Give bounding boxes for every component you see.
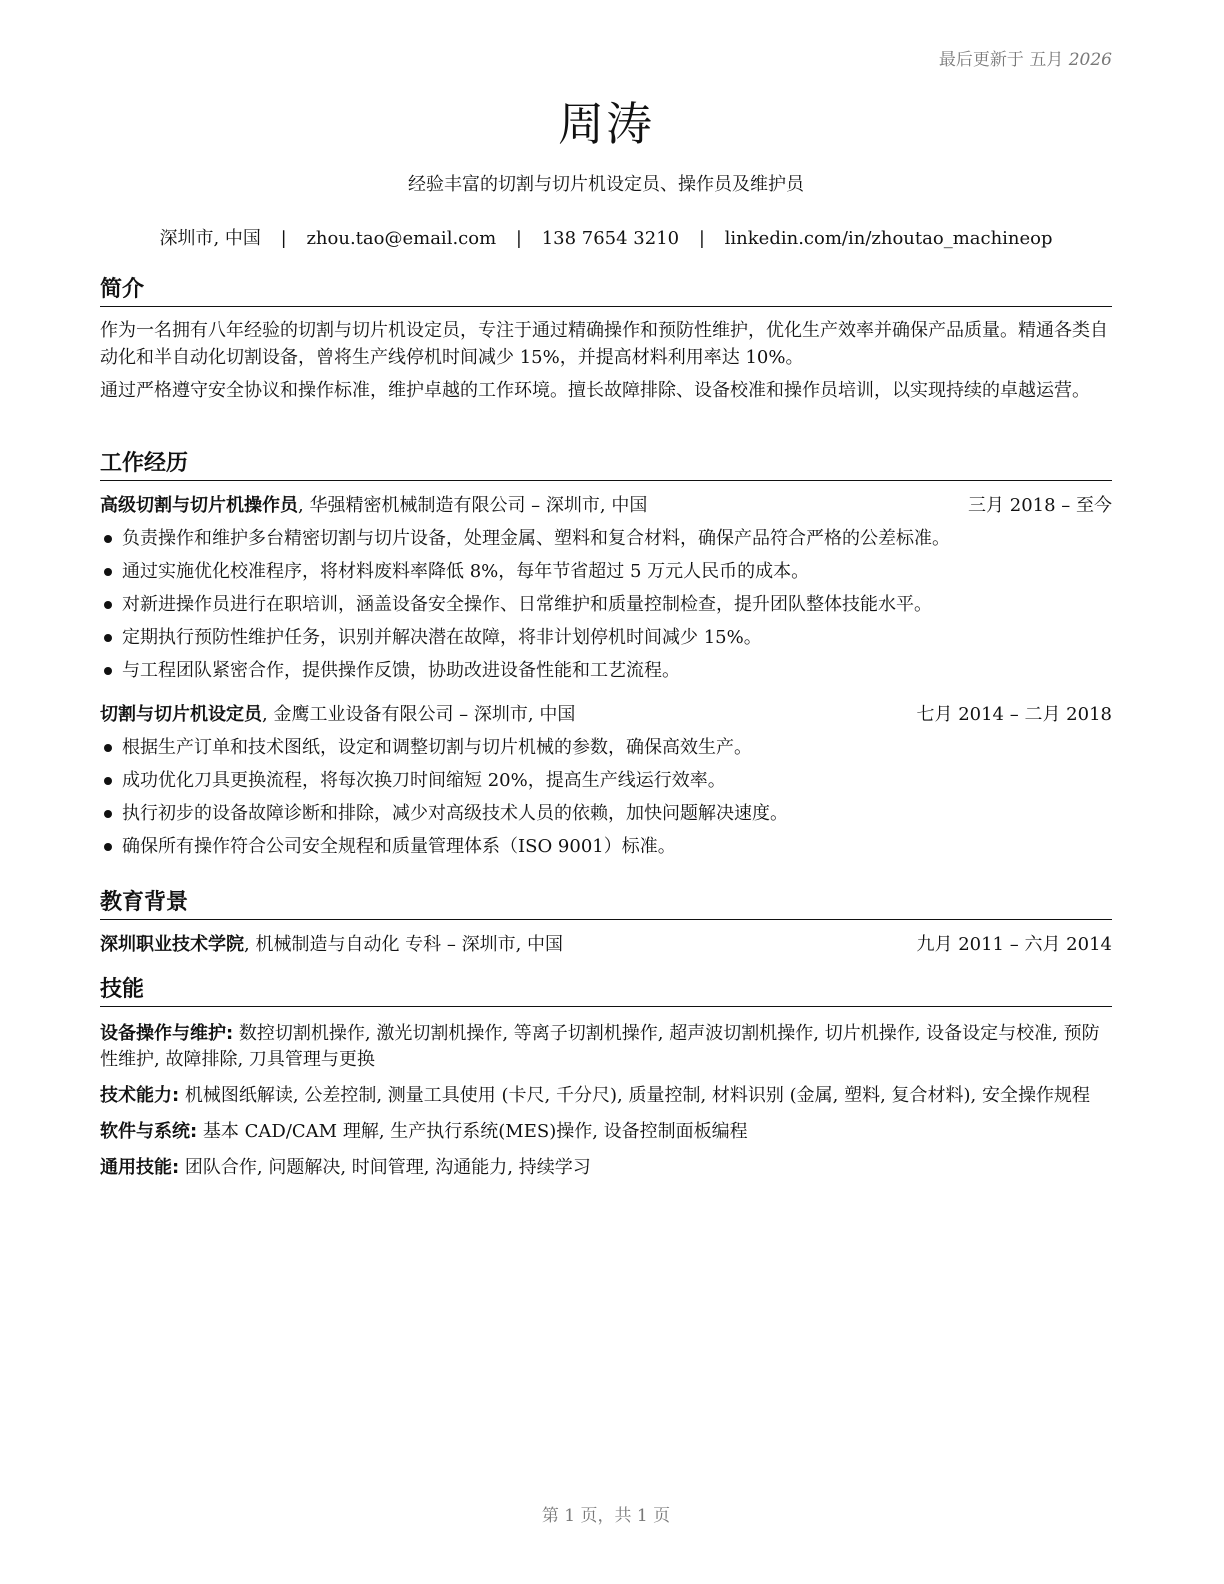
contact-separator: | [280, 228, 287, 249]
bullet-item: 与工程团队紧密合作，提供操作反馈，协助改进设备性能和工艺流程。 [100, 657, 1112, 684]
contact-line [100, 224, 1112, 250]
bullet-item: 成功优化刀具更换流程，将每次换刀时间缩短 20%，提高生产线运行效率。 [100, 767, 1112, 794]
skills-section [100, 976, 1112, 1181]
education-detail: , 机械制造与自动化 专科 – 深圳市, 中国 [244, 934, 564, 955]
skill-text: 基本 CAD/CAM 理解, 生产执行系统(MES)操作, 设备控制面板编程 [197, 1121, 748, 1142]
skill-group [100, 1119, 1112, 1145]
job-bullets [100, 525, 1112, 684]
skill-label: 技术能力: [100, 1085, 180, 1106]
education-title: 教育背景 [100, 889, 1112, 920]
job-role: 切割与切片机设定员 [100, 704, 262, 725]
skill-group [100, 1083, 1112, 1109]
skill-text: 数控切割机操作, 激光切割机操作, 等离子切割机操作, 超声波切割机操作, 切片机操作, 设备设定与校准, 预防性维护, 故障排除, 刀具管理与更换 [100, 1023, 1100, 1070]
job-header [100, 702, 1112, 728]
job-title-line [100, 702, 575, 728]
contact-linkedin[interactable]: linkedin.com/in/zhoutao_machineop [724, 228, 1053, 249]
bullet-item: 对新进操作员进行在职培训，涵盖设备安全操作、日常维护和质量控制检查，提升团队整体技能水平。 [100, 591, 1112, 618]
candidate-name: 周涛 [558, 97, 654, 151]
job-entry [100, 702, 1112, 860]
experience-title: 工作经历 [100, 450, 1112, 481]
education-title-line [100, 932, 563, 958]
skill-text: 机械图纸解读, 公差控制, 测量工具使用 (卡尺, 千分尺), 质量控制, 材料识别 (金属, 塑料, 复合材料), 安全操作规程 [179, 1085, 1091, 1106]
bullet-item: 通过实施优化校准程序，将材料废料率降低 8%，每年节省超过 5 万元人民币的成本。 [100, 558, 1112, 585]
updated-prefix: 最后更新于 [938, 50, 1024, 70]
page-number: 第 1 页，共 1 页 [541, 1506, 671, 1526]
summary-section [100, 276, 1112, 404]
resume-page [100, 0, 1112, 1584]
contact-separator: | [515, 228, 522, 249]
skills-title: 技能 [100, 976, 1112, 1007]
contact-separator: | [698, 228, 705, 249]
bullet-item: 执行初步的设备故障诊断和排除，减少对高级技术人员的依赖，加快问题解决速度。 [100, 800, 1112, 827]
skill-group [100, 1155, 1112, 1181]
education-school: 深圳职业技术学院 [100, 934, 244, 955]
summary-title: 简介 [100, 276, 1112, 307]
summary-paragraph: 作为一名拥有八年经验的切割与切片机设定员，专注于通过精确操作和预防性维护，优化生产效率并确保产品质量。精通各类自动化和半自动化切割设备，曾将生产线停机时间减少 15%，并提高材料利用率达 10%。 [100, 320, 1108, 368]
job-entry [100, 493, 1112, 684]
job-title-line [100, 493, 647, 519]
updated-year: 2026 [1068, 50, 1112, 70]
skill-text: 团队合作, 问题解决, 时间管理, 沟通能力, 持续学习 [179, 1157, 591, 1178]
skill-label: 软件与系统: [100, 1121, 198, 1142]
skill-label: 通用技能: [100, 1157, 180, 1178]
education-section [100, 889, 1112, 958]
bullet-item: 确保所有操作符合公司安全规程和质量管理体系（ISO 9001）标准。 [100, 833, 1112, 860]
job-role: 高级切割与切片机操作员 [100, 495, 298, 516]
bullet-item: 根据生产订单和技术图纸，设定和调整切割与切片机械的参数，确保高效生产。 [100, 734, 1112, 761]
job-company: , 华强精密机械制造有限公司 – 深圳市, 中国 [298, 495, 648, 516]
education-entry [100, 932, 1112, 958]
contact-phone: 138 7654 3210 [541, 228, 680, 249]
summary-paragraph: 通过严格遵守安全协议和操作标准，维护卓越的工作环境。擅长故障排除、设备校准和操作员培训，以实现持续的卓越运营。 [100, 380, 1090, 401]
bullet-item: 定期执行预防性维护任务，识别并解决潜在故障，将非计划停机时间减少 15%。 [100, 624, 1112, 651]
headline: 经验丰富的切割与切片机设定员、操作员及维护员 [408, 174, 804, 195]
job-dates: 三月 2018 – 至今 [968, 495, 1112, 516]
last-updated [939, 45, 1112, 70]
skill-group [100, 1021, 1112, 1073]
bullet-item: 负责操作和维护多台精密切割与切片设备，处理金属、塑料和复合材料，确保产品符合严格的公差标准。 [100, 525, 1112, 552]
job-bullets [100, 734, 1112, 860]
updated-month: 五月 [1029, 50, 1064, 70]
job-company: , 金鹰工业设备有限公司 – 深圳市, 中国 [262, 704, 576, 725]
job-header [100, 493, 1112, 519]
education-dates: 九月 2011 – 六月 2014 [916, 934, 1112, 955]
job-dates: 七月 2014 – 二月 2018 [916, 704, 1112, 725]
skill-label: 设备操作与维护: [100, 1023, 234, 1044]
contact-email[interactable]: zhou.tao@email.com [306, 228, 497, 249]
experience-section [100, 450, 1112, 860]
contact-location: 深圳市, 中国 [159, 228, 261, 249]
